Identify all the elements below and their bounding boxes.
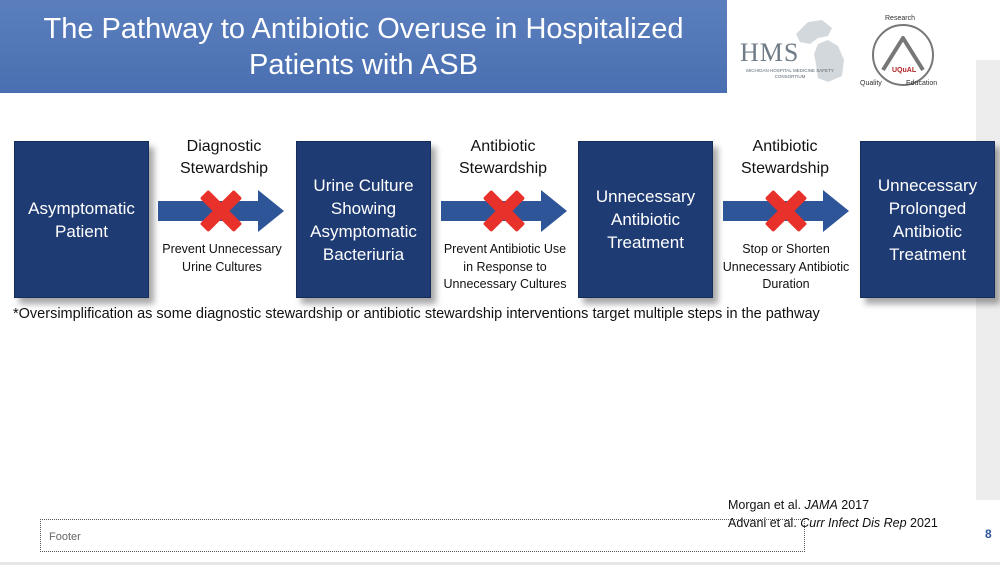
step-label-line: Antibiotic — [752, 138, 818, 155]
uqual-education-label: Education — [906, 80, 938, 87]
uqual-triangle-icon — [858, 12, 948, 90]
hms-logo-mark: HMS — [740, 38, 800, 67]
slide-title — [0, 0, 727, 93]
box-text-line: Bacteriuria — [322, 244, 405, 264]
page-number: 8 — [985, 527, 992, 541]
step-description-shorten-duration — [711, 241, 861, 294]
step-description-line: in Response to — [463, 259, 547, 274]
reference-item — [728, 496, 938, 514]
step-description-prevent-antibiotic-use — [430, 241, 580, 294]
box-text-line: Antibiotic — [893, 221, 962, 241]
reference-journal: Curr Infect Dis Rep — [800, 516, 907, 530]
reference-authors: Morgan et al. — [728, 498, 805, 512]
step-description-line: Unnecessary Cultures — [443, 277, 567, 291]
pathway-box-urine-culture — [296, 141, 431, 298]
step-label-line: Diagnostic — [186, 138, 262, 155]
box-text-line: Prolonged — [888, 198, 967, 218]
step-description-line: Prevent Unnecessary — [162, 242, 282, 256]
box-text-line: Treatment — [889, 244, 966, 264]
arrow-with-cross-icon — [441, 188, 569, 234]
footer-text: Footer — [49, 531, 81, 543]
step-description-line: Duration — [762, 277, 810, 291]
box-text-line: Treatment — [607, 233, 684, 252]
arrow-with-cross-icon — [158, 188, 286, 234]
reference-journal: JAMA — [804, 498, 838, 512]
step-label-line: Stewardship — [179, 160, 269, 177]
pathway-box-unnecessary-treatment — [578, 141, 713, 298]
slide-title-line-2: Patients with ASB — [249, 48, 478, 81]
step-description-line: Unnecessary Antibiotic — [722, 259, 850, 274]
pathway-box-asymptomatic-patient — [14, 141, 149, 298]
footer-placeholder[interactable] — [40, 519, 805, 552]
reference-year: 2017 — [837, 498, 870, 512]
step-label-line: Stewardship — [458, 160, 548, 177]
step-description-line: Urine Cultures — [182, 259, 262, 274]
hms-logo — [740, 10, 855, 88]
uqual-brand: UQuAL — [892, 67, 917, 74]
step-description-line: Stop or Shorten — [742, 242, 830, 256]
step-label-antibiotic-stewardship-2 — [710, 136, 860, 180]
pathway-box-prolonged-treatment — [860, 141, 995, 298]
box-text-line: Antibiotic — [611, 210, 680, 229]
box-text-line: Patient — [55, 221, 108, 241]
arrow-with-cross-icon — [723, 188, 851, 234]
reference-year: 2021 — [906, 516, 938, 530]
box-text-line: Asymptomatic — [310, 221, 417, 241]
footnote: *Oversimplification as some diagnostic stewardship or antibiotic stewardship interventions target multiple steps in the pathway — [13, 306, 820, 322]
reference-authors: Advani et al. — [728, 516, 801, 530]
hms-logo-subtitle: MICHIGAN HOSPITAL MEDICINE SAFETY CONSORTIUM — [746, 68, 834, 79]
step-label-line: Antibiotic — [470, 138, 536, 155]
slide-title-line-1: The Pathway to Antibiotic Overuse in Hospitalized — [43, 12, 684, 45]
uqual-quality-label: Quality — [860, 80, 882, 87]
box-text-line: Showing — [330, 198, 397, 218]
uqual-research-label: Research — [885, 15, 915, 22]
step-label-antibiotic-stewardship-1 — [428, 136, 578, 180]
step-description-prevent-cultures — [147, 241, 297, 276]
box-text-line: Urine Culture — [313, 175, 414, 195]
step-label-diagnostic-stewardship — [149, 136, 299, 180]
step-label-line: Stewardship — [740, 160, 830, 177]
box-text-line: Asymptomatic — [28, 198, 135, 218]
box-text-line: Unnecessary — [595, 187, 696, 206]
step-description-line: Prevent Antibiotic Use — [443, 242, 567, 256]
uqual-logo — [858, 12, 948, 90]
box-text-line: Unnecessary — [877, 175, 978, 195]
